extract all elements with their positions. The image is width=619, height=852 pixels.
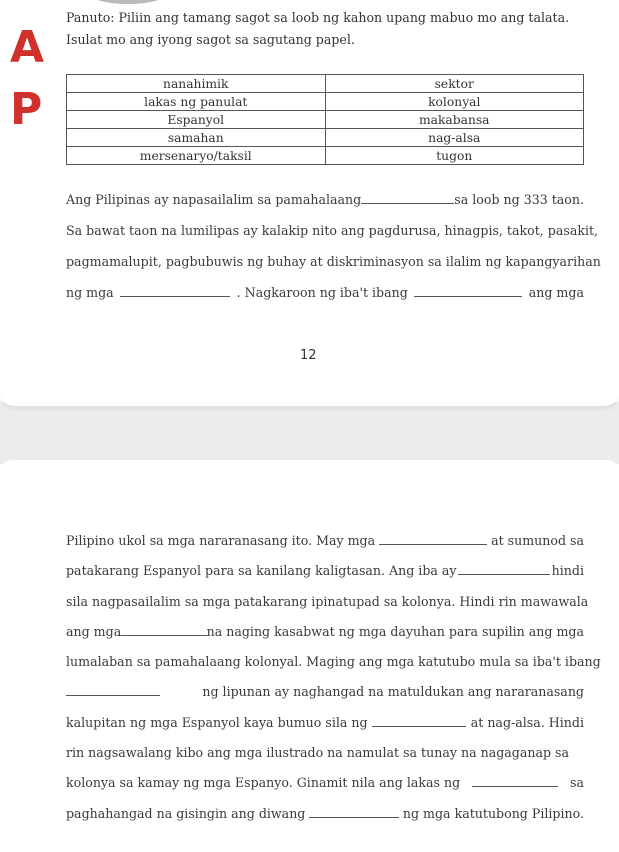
table-cell: kolonyal xyxy=(325,93,584,111)
table-cell: sektor xyxy=(325,75,584,93)
text-segment: Pilipino ukol sa mga nararanasang ito. May mga xyxy=(66,533,376,548)
answer-blank[interactable] xyxy=(66,684,160,696)
table-row xyxy=(67,75,584,93)
answer-blank[interactable] xyxy=(472,775,558,787)
text-segment: sa xyxy=(570,775,584,791)
paragraph-line xyxy=(66,715,584,745)
text-segment: patakarang Espanyol para sa kanilang kaligtasan. Ang iba ay xyxy=(66,563,457,579)
text-segment: kolonya sa kamay ng mga Espanyo. Ginamit nila ang lakas ng xyxy=(66,775,461,791)
paragraph-line xyxy=(66,593,589,624)
table-cell: Espanyol xyxy=(67,111,326,129)
ap-letter-p: P xyxy=(10,84,43,135)
text-segment: hindi xyxy=(551,563,584,579)
paragraph-line xyxy=(66,223,599,254)
text-segment: . Nagkaroon ng iba't ibang xyxy=(236,285,408,300)
paragraph-line xyxy=(66,775,584,805)
page-break-gap xyxy=(0,402,619,464)
text-segment: rin nagsawalang kibo ang mga ilustrado na namulat sa tunay na nagaganap sa xyxy=(66,745,569,761)
paragraph-line xyxy=(66,254,601,285)
table-cell: nanahimik xyxy=(67,75,326,93)
text-segment: Sa bawat taon na lumilipas ay kalakip nito ang pagdurusa, hinagpis, takot, pasakit, xyxy=(66,223,599,238)
text-segment: na naging kasabwat ng mga dayuhan para supilin ang mga xyxy=(206,623,584,639)
paragraph-line xyxy=(66,624,584,654)
text-segment: sila nagpasailalim sa mga patakarang ipinatupad sa kolonya. Hindi rin mawawala xyxy=(66,593,589,609)
paragraph-line xyxy=(66,654,601,684)
ap-letter-a: A xyxy=(10,22,45,73)
paragraph-line xyxy=(66,285,584,316)
paragraph-2 xyxy=(66,533,601,836)
table-row xyxy=(67,93,584,111)
answer-blank[interactable] xyxy=(309,806,399,818)
table-row xyxy=(67,129,584,147)
paragraph-line xyxy=(66,563,584,593)
table-cell: tugon xyxy=(325,147,584,165)
text-segment: ng mga katutubong Pilipino. xyxy=(402,805,584,821)
text-segment: kalupitan ng mga Espanyol kaya bumuo sila ng xyxy=(66,714,368,730)
table-cell: mersenaryo/taksil xyxy=(67,147,326,165)
paragraph-line xyxy=(66,745,584,775)
table-row xyxy=(67,111,584,129)
instruction-line-1: Panuto: Piliin ang tamang sagot sa loob ng kahon upang mabuo mo ang talata. xyxy=(66,10,570,25)
text-segment: at sumunod sa xyxy=(491,533,584,548)
page-number: 12 xyxy=(300,348,317,363)
text-segment: paghahangad na gisingin ang diwang xyxy=(66,805,306,821)
paragraph-line xyxy=(66,684,584,714)
answer-blank[interactable] xyxy=(121,624,206,636)
answer-blank[interactable] xyxy=(458,563,550,575)
table-row xyxy=(67,147,584,165)
answer-blank[interactable] xyxy=(120,285,230,297)
text-segment: ang mga xyxy=(66,623,122,639)
table-cell: samahan xyxy=(67,129,326,147)
paragraph-line xyxy=(66,192,584,223)
text-segment: pagmamalupit, pagbubuwis ng buhay at diskriminasyon sa ilalim ng kapangyarihan xyxy=(66,254,601,269)
text-segment: ang mga xyxy=(528,285,584,300)
answer-blank[interactable] xyxy=(414,285,522,297)
table-cell: makabansa xyxy=(325,111,584,129)
text-segment: Ang Pilipinas ay napasailalim sa pamahalaang xyxy=(66,192,362,207)
answer-blank[interactable] xyxy=(361,192,454,204)
paragraph-1 xyxy=(66,192,601,316)
text-segment: ng lipunan ay naghangad na matuldukan ang nararanasang xyxy=(202,684,584,700)
paragraph-line xyxy=(66,533,584,563)
table-cell: nag-alsa xyxy=(325,129,584,147)
text-segment: lumalaban sa pamahalaang kolonyal. Maging ang mga katutubo mula sa iba't ibang xyxy=(66,654,601,670)
instruction-line-2: Isulat mo ang iyong sagot sa sagutang papel. xyxy=(66,32,355,47)
text-segment: ng mga xyxy=(66,285,114,300)
paragraph-line xyxy=(66,806,584,836)
answer-blank[interactable] xyxy=(379,533,487,545)
text-segment: sa loob ng 333 taon. xyxy=(454,192,584,207)
table-cell: lakas ng panulat xyxy=(67,93,326,111)
text-segment: at nag-alsa. Hindi xyxy=(470,714,584,730)
choices-table xyxy=(66,74,584,165)
answer-blank[interactable] xyxy=(372,715,466,727)
